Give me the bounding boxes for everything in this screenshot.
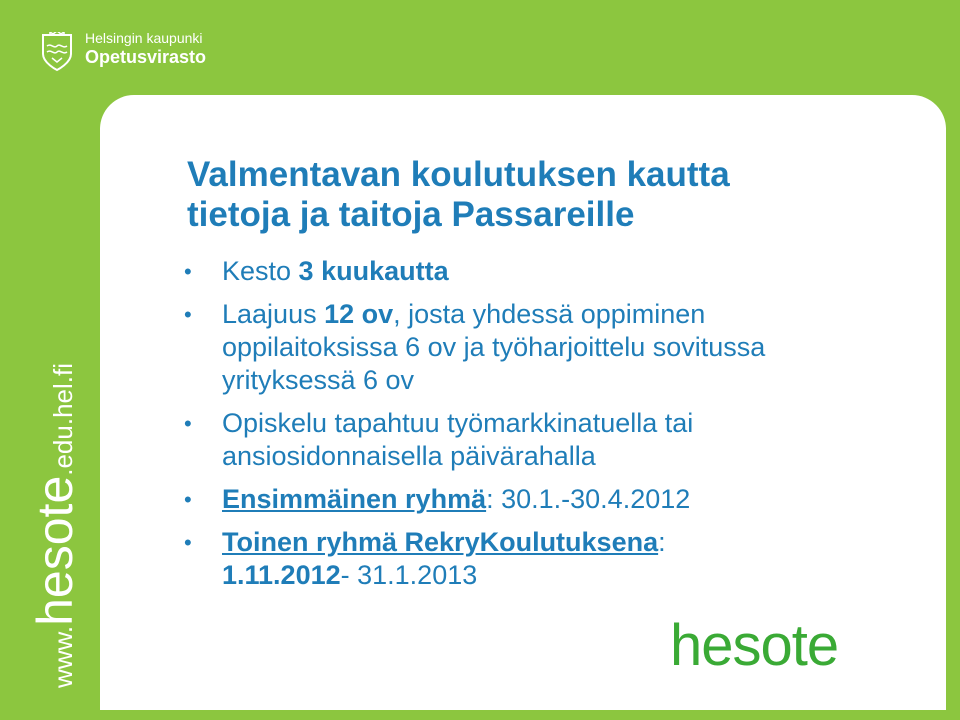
city-name: Helsingin kaupunki	[85, 30, 203, 46]
bullet-list	[182, 255, 882, 602]
bullet-icon: •	[184, 302, 192, 327]
slide-panel	[100, 95, 946, 710]
bullet-icon: •	[184, 259, 192, 284]
side-url	[0, 350, 100, 690]
hesote-logo	[670, 615, 840, 675]
slide-title	[187, 155, 887, 235]
svg-text:www.hesote.edu.hel.fi	[27, 363, 83, 689]
svg-text:hesote: hesote	[670, 615, 839, 675]
list-item: • Laajuus 12 ov, josta yhdessä oppiminen oppilaitoksissa 6 ov ja työharjoittelu sovitussa yrityksessä 6 ov	[184, 299, 766, 395]
bullet-icon: •	[184, 530, 192, 555]
url-suffix: .edu.hel.fi	[48, 363, 78, 476]
list-item: • Ensimmäinen ryhmä: 30.1.-30.4.2012	[184, 484, 691, 514]
department-name: Opetusvirasto	[85, 47, 207, 67]
title-line-1: Valmentavan koulutuksen kautta	[187, 155, 730, 194]
list-item: • Opiskelu tapahtuu työmarkkinatuella tai ansiosidonnaisella päivärahalla	[184, 408, 694, 471]
bullet-icon: •	[184, 411, 192, 436]
url-prefix: www.	[48, 625, 78, 688]
title-line-2: tietoja ja taitoja Passareille	[187, 195, 635, 234]
header	[0, 0, 960, 95]
bullet-icon: •	[184, 487, 192, 512]
helsinki-crest-icon	[40, 32, 74, 72]
organization-name	[85, 30, 206, 68]
second-group-label: Toinen ryhmä RekryKoulutuksena	[222, 527, 659, 557]
list-item: • Toinen ryhmä RekryKoulutuksena: 1.11.2012- 31.1.2013	[184, 527, 666, 590]
list-item: • Kesto 3 kuukautta	[184, 256, 449, 286]
url-domain: hesote	[27, 475, 83, 626]
first-group-label: Ensimmäinen ryhmä	[222, 484, 487, 514]
